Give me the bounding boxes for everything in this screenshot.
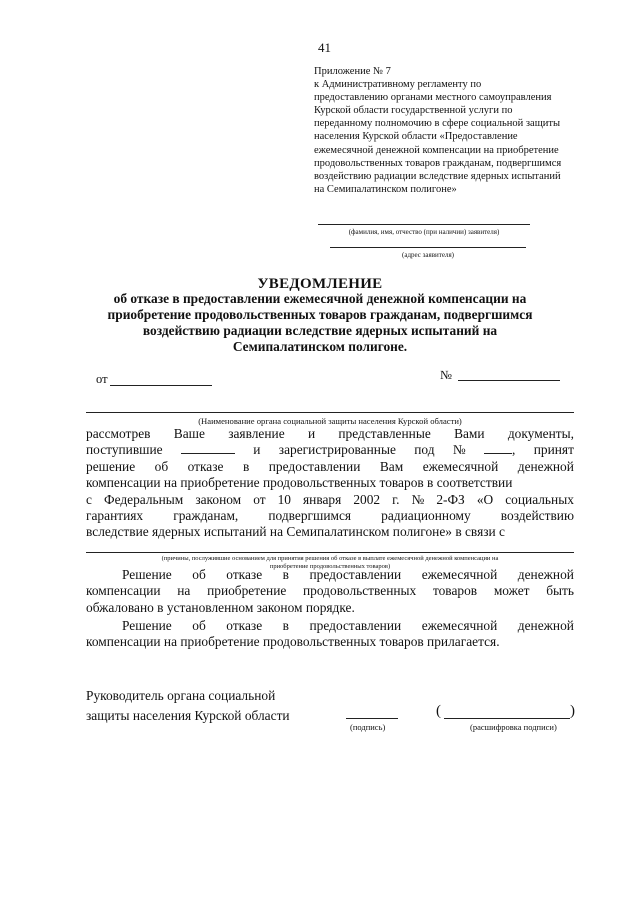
reasons-caption-line: приобретение продовольственных товаров) [269, 563, 391, 570]
decryption-caption: (расшифровка подписи) [470, 722, 557, 732]
appendix-line: населения Курской области «Предоставление [314, 131, 518, 143]
body-line: решение об отказе в предоставлении Вам ежемесячной денежной [86, 458, 574, 474]
appendix-line: предоставлению органами местного самоуправления [314, 92, 552, 104]
paragraph-line: Решение об отказе в предоставлении ежемесячной денежной [122, 567, 574, 582]
appendix-line: переданному полномочию в сфере социальной защиты [314, 118, 561, 130]
paragraph-line: компенсации на приобретение продовольственных товаров прилагается. [86, 634, 500, 650]
appeal-paragraph [86, 567, 574, 616]
signer-title-line: защиты населения Курской области [86, 707, 290, 723]
date-from-label: от [96, 372, 108, 386]
number-label: № [440, 368, 452, 382]
decryption-line [444, 718, 570, 719]
paragraph-line: компенсации на приобретение продовольственных товаров может быть [86, 583, 574, 599]
appendix-line: воздействию радиации вследствие ядерных испытаний [314, 170, 561, 182]
notice-body [86, 426, 574, 541]
appendix-line: ежемесячной денежной компенсации на приобретение [314, 144, 559, 156]
date-field-line [110, 385, 212, 386]
appendix-line: к Административному регламенту по [314, 79, 482, 91]
appendix-line: Курской области государственной услуги по [314, 105, 513, 117]
page-number: 41 [318, 40, 331, 55]
appendix-line: Приложение № 7 [314, 66, 391, 77]
applicant-name-line [318, 224, 530, 225]
body-line: вследствие ядерных испытаний на Семипалатинском полигоне» в связи с [86, 524, 505, 540]
subtitle-line: воздействию радиации вследствие ядерных испытаний на [142, 323, 498, 338]
subtitle-line: приобретение продовольственных товаров гражданам, подвергшимся [107, 307, 533, 322]
applicant-address-line [330, 247, 526, 248]
signer-block [86, 686, 290, 725]
registration-number-blank [484, 442, 512, 454]
body-line: с Федеральным законом от 10 января 2002 г. № 2-ФЗ «О социальных [86, 491, 574, 507]
paragraph-line: Решение об отказе в предоставлении ежемесячной денежной [122, 618, 574, 633]
body-line: гарантиях гражданам, подвергшимся радиационному воздействию [86, 508, 574, 524]
appendix-header [314, 65, 614, 196]
paragraph-line: обжаловано в установленном законом порядке. [86, 599, 355, 615]
reasons-caption-line: (причины, послужившие основанием для принятия решения об отказе в выплате ежемесячной денежной компенсации на [161, 555, 499, 562]
applicant-name-caption: (фамилия, имя, отчество (при наличии) заявителя) [348, 228, 500, 236]
subtitle-line: Семипалатинском полигоне. [232, 339, 408, 354]
body-line: рассмотрев Ваше заявление и представленные Вами документы, [86, 426, 574, 441]
organ-name-line [86, 412, 574, 413]
signer-title-line: Руководитель органа социальной [86, 688, 276, 703]
applicant-address-caption: (адрес заявителя) [402, 251, 454, 259]
body-line: поступившие и зарегистрированные под № , принят [86, 442, 574, 458]
organ-name-caption: (Наименование органа социальной защиты населения Курской области) [198, 416, 462, 426]
appendix-line: продовольственных товаров гражданам, подвергшимся [314, 157, 562, 169]
signature-caption: (подпись) [350, 722, 386, 732]
document-title: УВЕДОМЛЕНИЕ [257, 276, 383, 292]
subtitle-line: об отказе в предоставлении ежемесячной денежной компенсации на [113, 291, 527, 306]
body-line: компенсации на приобретение продовольственных товаров в соответствии [86, 475, 513, 491]
attachment-paragraph [86, 618, 574, 651]
appendix-line: на Семипалатинском полигоне» [314, 183, 457, 195]
decryption-close-paren: ) [570, 703, 575, 719]
decryption-open-paren: ( [436, 703, 441, 719]
document-subtitle [70, 291, 570, 355]
received-date-blank [181, 442, 235, 454]
number-field-line [458, 380, 560, 381]
signature-line [346, 718, 398, 719]
reasons-line [86, 552, 574, 553]
